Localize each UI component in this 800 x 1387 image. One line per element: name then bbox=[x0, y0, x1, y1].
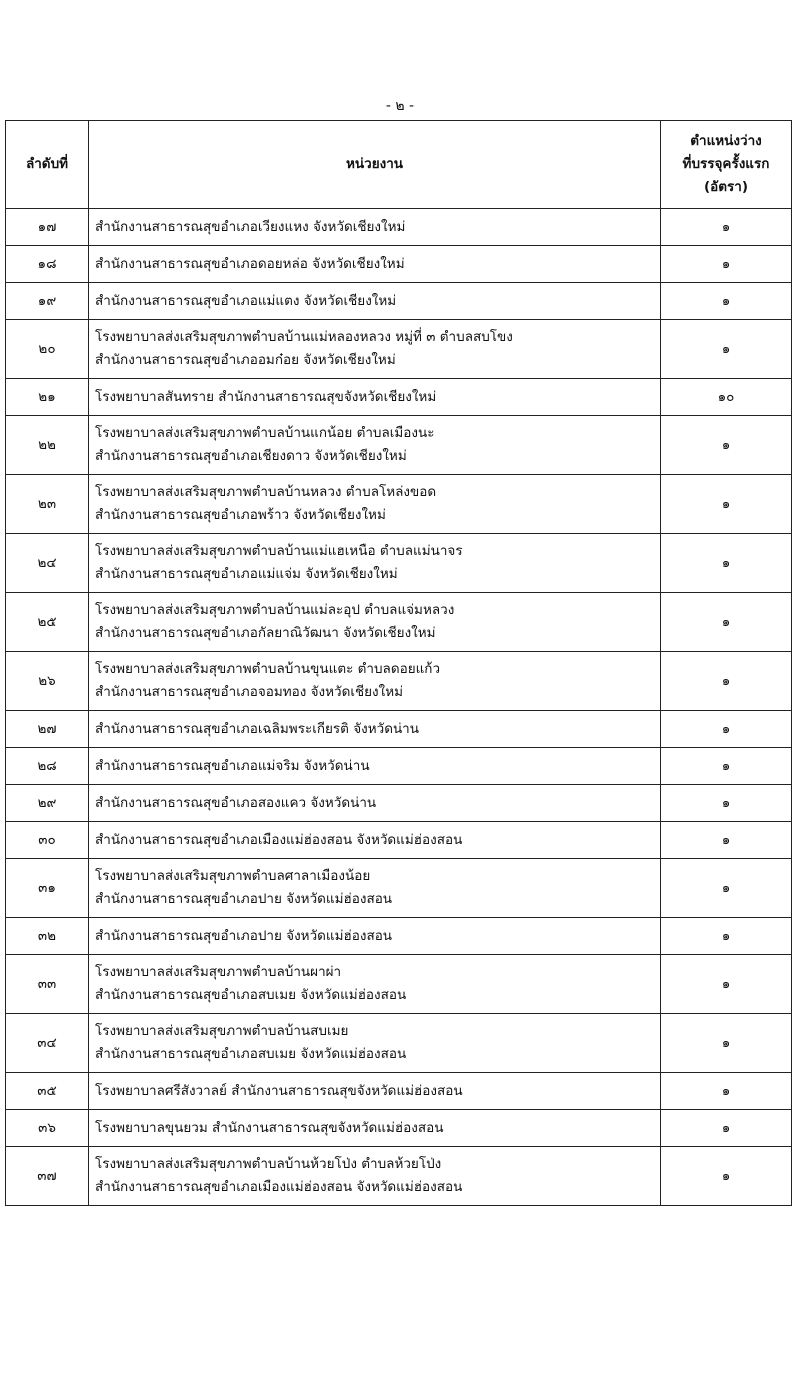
table-row bbox=[6, 1110, 792, 1147]
table-row bbox=[6, 785, 792, 822]
rate-cell: ๑ bbox=[661, 711, 792, 748]
table-row bbox=[6, 748, 792, 785]
unit-line: โรงพยาบาลสันทราย สำนักงานสาธารณสุขจังหวัดเชียงใหม่ bbox=[95, 388, 437, 405]
unit-cell bbox=[89, 955, 661, 1014]
table-row bbox=[6, 918, 792, 955]
table-header-row bbox=[6, 121, 792, 209]
rate-cell: ๑ bbox=[661, 534, 792, 593]
row-number: ๒๖ bbox=[6, 652, 89, 711]
rate-cell: ๑ bbox=[661, 859, 792, 918]
header-rate-line: ตำแหน่งว่าง bbox=[690, 133, 762, 149]
row-number: ๒๒ bbox=[6, 416, 89, 475]
table-row bbox=[6, 534, 792, 593]
unit-line: สำนักงานสาธารณสุขอำเภอสบเมย จังหวัดแม่ฮ่องสอน bbox=[95, 987, 407, 1003]
rate-cell: ๑ bbox=[661, 1014, 792, 1073]
table-row bbox=[6, 1147, 792, 1206]
unit-cell bbox=[89, 534, 661, 593]
row-number: ๒๑ bbox=[6, 379, 89, 416]
table-row bbox=[6, 1014, 792, 1073]
row-number: ๓๒ bbox=[6, 918, 89, 955]
unit-cell bbox=[89, 209, 661, 246]
rate-cell: ๑๐ bbox=[661, 379, 792, 416]
table-row bbox=[6, 209, 792, 246]
unit-cell bbox=[89, 652, 661, 711]
rate-cell: ๑ bbox=[661, 785, 792, 822]
row-number: ๓๓ bbox=[6, 955, 89, 1014]
row-number: ๒๙ bbox=[6, 785, 89, 822]
unit-cell bbox=[89, 711, 661, 748]
unit-line: โรงพยาบาลส่งเสริมสุขภาพตำบลบ้านแกน้อย ตำบลเมืองนะ bbox=[95, 425, 435, 441]
unit-cell bbox=[89, 475, 661, 534]
row-number: ๒๘ bbox=[6, 748, 89, 785]
header-rate bbox=[661, 121, 792, 209]
table-row bbox=[6, 955, 792, 1014]
unit-line: สำนักงานสาธารณสุขอำเภอสบเมย จังหวัดแม่ฮ่องสอน bbox=[95, 1046, 407, 1062]
row-number: ๑๗ bbox=[6, 209, 89, 246]
rate-cell: ๑ bbox=[661, 246, 792, 283]
table-row bbox=[6, 283, 792, 320]
header-rate-line: ที่บรรจุครั้งแรก bbox=[682, 156, 770, 172]
unit-line: สำนักงานสาธารณสุขอำเภอเมืองแม่ฮ่องสอน จังหวัดแม่ฮ่องสอน bbox=[95, 831, 463, 848]
rate-cell: ๑ bbox=[661, 209, 792, 246]
rate-cell: ๑ bbox=[661, 416, 792, 475]
unit-cell bbox=[89, 748, 661, 785]
unit-cell bbox=[89, 785, 661, 822]
table-row bbox=[6, 593, 792, 652]
header-order: ลำดับที่ bbox=[6, 121, 89, 209]
unit-line: สำนักงานสาธารณสุขอำเภอปาย จังหวัดแม่ฮ่องสอน bbox=[95, 891, 393, 907]
table-row bbox=[6, 711, 792, 748]
rate-cell: ๑ bbox=[661, 593, 792, 652]
unit-line: โรงพยาบาลส่งเสริมสุขภาพตำบลบ้านห้วยโป่ง ตำบลห้วยโป่ง bbox=[95, 1156, 442, 1172]
table-row bbox=[6, 475, 792, 534]
rate-cell: ๑ bbox=[661, 475, 792, 534]
rate-cell: ๑ bbox=[661, 822, 792, 859]
unit-cell bbox=[89, 1014, 661, 1073]
unit-line: โรงพยาบาลส่งเสริมสุขภาพตำบลบ้านแม่แฮเหนือ ตำบลแม่นาจร bbox=[95, 543, 463, 559]
rate-cell: ๑ bbox=[661, 283, 792, 320]
row-number: ๓๗ bbox=[6, 1147, 89, 1206]
header-unit: หน่วยงาน bbox=[89, 121, 661, 209]
unit-line: สำนักงานสาธารณสุขอำเภอพร้าว จังหวัดเชียงใหม่ bbox=[95, 507, 386, 523]
unit-cell bbox=[89, 1073, 661, 1110]
rate-cell: ๑ bbox=[661, 748, 792, 785]
row-number: ๒๗ bbox=[6, 711, 89, 748]
rate-cell: ๑ bbox=[661, 918, 792, 955]
row-number: ๓๖ bbox=[6, 1110, 89, 1147]
unit-cell bbox=[89, 246, 661, 283]
unit-line: สำนักงานสาธารณสุขอำเภอเมืองแม่ฮ่องสอน จังหวัดแม่ฮ่องสอน bbox=[95, 1179, 463, 1195]
unit-cell bbox=[89, 918, 661, 955]
row-number: ๒๕ bbox=[6, 593, 89, 652]
unit-line: สำนักงานสาธารณสุขอำเภออมก๋อย จังหวัดเชียงใหม่ bbox=[95, 352, 396, 368]
unit-cell bbox=[89, 859, 661, 918]
rate-cell: ๑ bbox=[661, 320, 792, 379]
unit-line: สำนักงานสาธารณสุขอำเภอแม่แจ่ม จังหวัดเชียงใหม่ bbox=[95, 566, 398, 582]
unit-line: โรงพยาบาลขุนยวม สำนักงานสาธารณสุขจังหวัดแม่ฮ่องสอน bbox=[95, 1119, 444, 1136]
row-number: ๑๙ bbox=[6, 283, 89, 320]
unit-cell bbox=[89, 1147, 661, 1206]
unit-line: สำนักงานสาธารณสุขอำเภอเวียงแหง จังหวัดเชียงใหม่ bbox=[95, 218, 406, 235]
rate-cell: ๑ bbox=[661, 1110, 792, 1147]
rate-cell: ๑ bbox=[661, 955, 792, 1014]
unit-line: สำนักงานสาธารณสุขอำเภอปาย จังหวัดแม่ฮ่องสอน bbox=[95, 927, 393, 944]
unit-cell bbox=[89, 1110, 661, 1147]
unit-line: สำนักงานสาธารณสุขอำเภอแม่แตง จังหวัดเชียงใหม่ bbox=[95, 292, 397, 309]
page-number: - ๒ - bbox=[385, 98, 415, 114]
unit-line: สำนักงานสาธารณสุขอำเภอดอยหล่อ จังหวัดเชียงใหม่ bbox=[95, 255, 405, 272]
table-row bbox=[6, 379, 792, 416]
table-row bbox=[6, 1073, 792, 1110]
row-number: ๒๐ bbox=[6, 320, 89, 379]
unit-line: สำนักงานสาธารณสุขอำเภอจอมทอง จังหวัดเชียงใหม่ bbox=[95, 684, 404, 700]
table-row bbox=[6, 246, 792, 283]
row-number: ๓๑ bbox=[6, 859, 89, 918]
unit-line: โรงพยาบาลส่งเสริมสุขภาพตำบลบ้านผาผ่า bbox=[95, 964, 342, 980]
table-row bbox=[6, 822, 792, 859]
unit-line: โรงพยาบาลส่งเสริมสุขภาพตำบลบ้านแม่หลองหลวง หมู่ที่ ๓ ตำบลสบโขง bbox=[95, 329, 513, 345]
row-number: ๒๓ bbox=[6, 475, 89, 534]
unit-line: สำนักงานสาธารณสุขอำเภอเฉลิมพระเกียรติ จังหวัดน่าน bbox=[95, 720, 419, 737]
unit-cell bbox=[89, 320, 661, 379]
unit-line: สำนักงานสาธารณสุขอำเภอแม่จริม จังหวัดน่าน bbox=[95, 757, 370, 774]
header-rate-line: (อัตรา) bbox=[703, 179, 749, 195]
table-row bbox=[6, 652, 792, 711]
row-number: ๓๕ bbox=[6, 1073, 89, 1110]
row-number: ๒๔ bbox=[6, 534, 89, 593]
unit-line: โรงพยาบาลส่งเสริมสุขภาพตำบลบ้านขุนแตะ ตำบลดอยแก้ว bbox=[95, 661, 441, 677]
unit-line: โรงพยาบาลส่งเสริมสุขภาพตำบลบ้านสบเมย bbox=[95, 1023, 349, 1039]
unit-cell bbox=[89, 822, 661, 859]
row-number: ๓๐ bbox=[6, 822, 89, 859]
unit-line: สำนักงานสาธารณสุขอำเภอกัลยาณิวัฒนา จังหวัดเชียงใหม่ bbox=[95, 625, 436, 641]
row-number: ๑๘ bbox=[6, 246, 89, 283]
unit-line: สำนักงานสาธารณสุขอำเภอเชียงดาว จังหวัดเชียงใหม่ bbox=[95, 448, 407, 464]
unit-cell bbox=[89, 283, 661, 320]
rate-cell: ๑ bbox=[661, 1073, 792, 1110]
unit-line: โรงพยาบาลศรีสังวาลย์ สำนักงานสาธารณสุขจังหวัดแม่ฮ่องสอน bbox=[95, 1082, 463, 1099]
table-row bbox=[6, 416, 792, 475]
unit-line: โรงพยาบาลส่งเสริมสุขภาพตำบลบ้านหลวง ตำบลโหล่งขอด bbox=[95, 484, 437, 500]
unit-line: โรงพยาบาลส่งเสริมสุขภาพตำบลศาลาเมืองน้อย bbox=[95, 868, 371, 884]
table-row bbox=[6, 859, 792, 918]
unit-line: สำนักงานสาธารณสุขอำเภอสองแคว จังหวัดน่าน bbox=[95, 794, 377, 811]
positions-table bbox=[5, 120, 792, 1206]
table-row bbox=[6, 320, 792, 379]
rate-cell: ๑ bbox=[661, 652, 792, 711]
unit-line: โรงพยาบาลส่งเสริมสุขภาพตำบลบ้านแม่ละอุป ตำบลแจ่มหลวง bbox=[95, 602, 455, 618]
unit-cell bbox=[89, 593, 661, 652]
unit-cell bbox=[89, 416, 661, 475]
rate-cell: ๑ bbox=[661, 1147, 792, 1206]
row-number: ๓๔ bbox=[6, 1014, 89, 1073]
unit-cell bbox=[89, 379, 661, 416]
